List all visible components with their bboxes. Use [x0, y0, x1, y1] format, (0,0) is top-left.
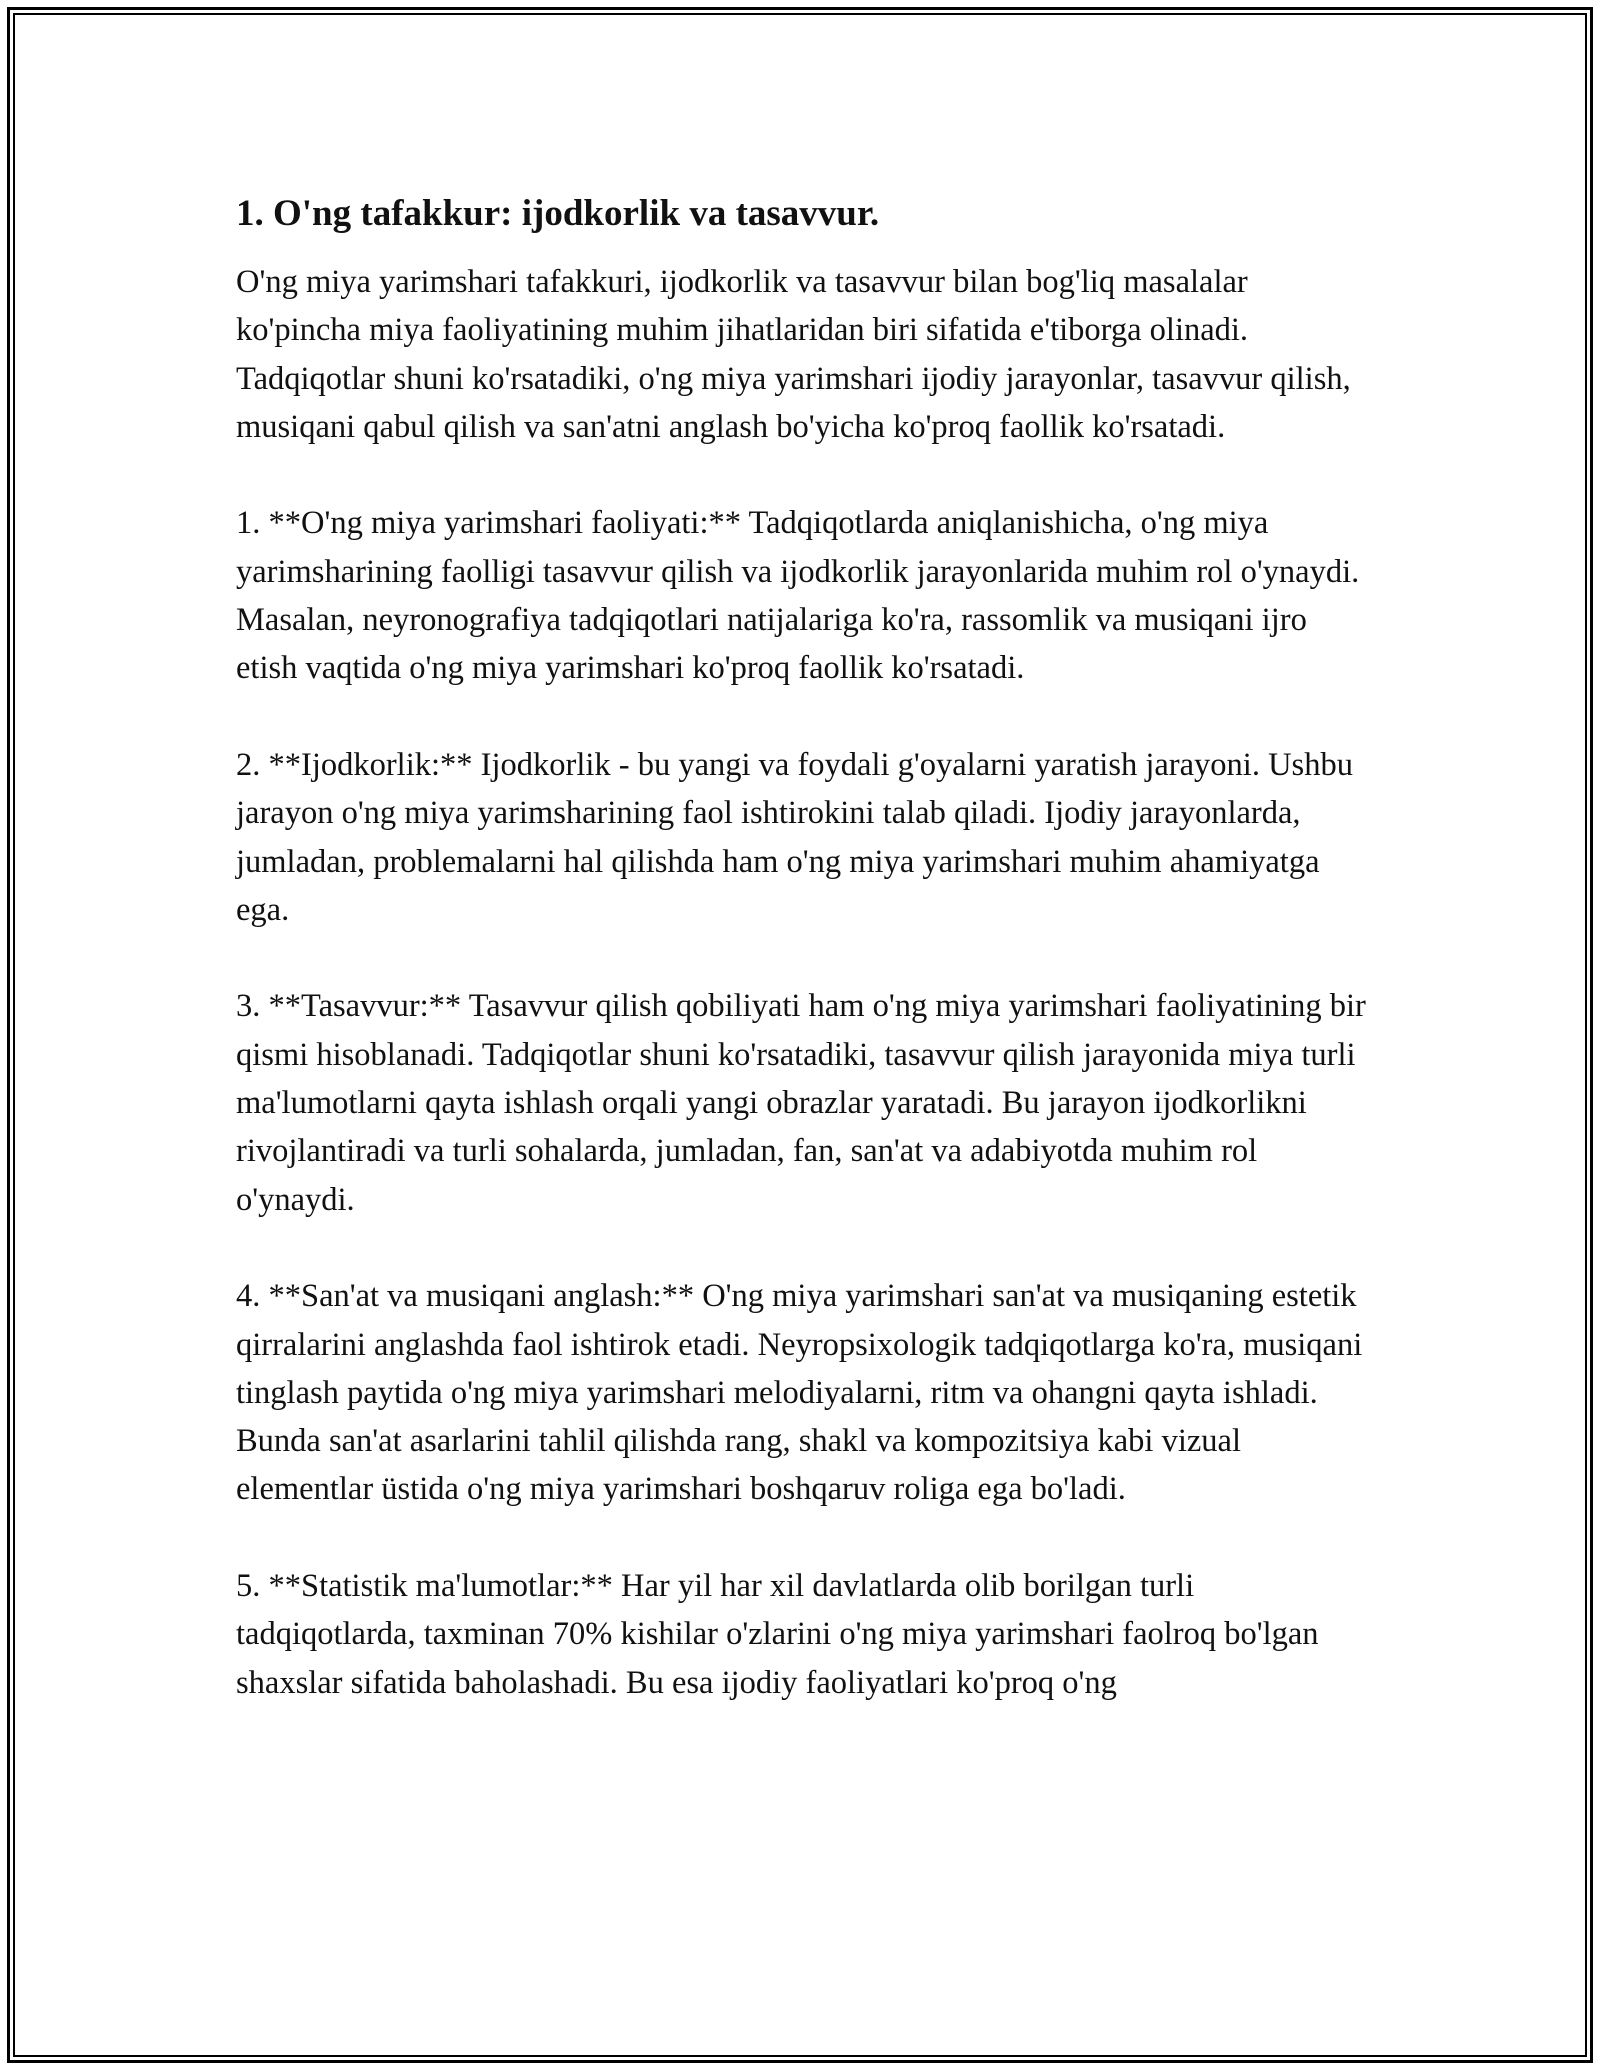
list-item-paragraph-4: 4. **San'at va musiqani anglash:** O'ng miya yarimshari san'at va musiqaning estetik qirralarini anglashda faol ishtirok etadi. Neyropsixologik tadqiqotlarga ko'ra, musiqani tinglash paytida o'ng miya yarimshari melodiyalarni, ritm va ohangni qayta ishladi. Bunda san'at asarlarini tahlil qilishda rang, shakl va kompozitsiya kabi vizual elementlar üstida o'ng miya yarimshari boshqaruv roliga ega bo'ladi. [236, 1278, 1363, 1508]
document-body [236, 190, 1376, 1707]
list-item-paragraph-5: 5. **Statistik ma'lumotlar:** Har yil har xil davlatlarda olib borilgan turli tadqiqotlarda, taxminan 70% kishilar o'zlarini o'ng miya yarimshari faolroq bo'lgan shaxslar sifatida baholashadi. Bu esa ijodiy faoliyatlari ko'proq o'ng [236, 1568, 1319, 1701]
list-item-paragraph-2: 2. **Ijodkorlik:** Ijodkorlik - bu yangi va foydali g'oyalarni yaratish jarayoni. Ushbu jarayon o'ng miya yarimsharining faol ishtirokini talab qiladi. Ijodiy jarayonlarda, jumladan, problemalarni hal qilishda ham o'ng miya yarimshari muhim ahamiyatga ega. [236, 746, 1353, 928]
list-item-paragraph-3: 3. **Tasavvur:** Tasavvur qilish qobiliyati ham o'ng miya yarimshari faoliyatining bir qismi hisoblanadi. Tadqiqotlar shuni ko'rsatadiki, tasavvur qilish jarayonida miya turli ma'lumotlarni qayta ishlash orqali yangi obrazlar yaratadi. Bu jarayon ijodkorlikni rivojlantiradi va turli sohalarda, jumladan, fan, san'at va adabiyotda muhim rol o'ynaydi. [236, 988, 1366, 1218]
section-heading: 1. O'ng tafakkur: ijodkorlik va tasavvur. [236, 193, 880, 234]
list-item-paragraph-1: 1. **O'ng miya yarimshari faoliyati:** Tadqiqotlarda aniqlanishicha, o'ng miya yarimsharining faolligi tasavvur qilish va ijodkorlik jarayonlarida muhim rol o'ynaydi. Masalan, neyronografiya tadqiqotlari natijalariga ko'ra, rassomlik va musiqani ijro etish vaqtida o'ng miya yarimshari ko'proq faollik ko'rsatadi. [236, 505, 1360, 687]
intro-paragraph: O'ng miya yarimshari tafakkuri, ijodkorlik va tasavvur bilan bog'liq masalalar ko'pincha miya faoliyatining muhim jihatlaridan biri sifatida e'tiborga olinadi. Tadqiqotlar shuni ko'rsatadiki, o'ng miya yarimshari ijodiy jarayonlar, tasavvur qilish, musiqani qabul qilish va san'atni anglash bo'yicha ko'proq faollik ko'rsatadi. [236, 264, 1351, 445]
